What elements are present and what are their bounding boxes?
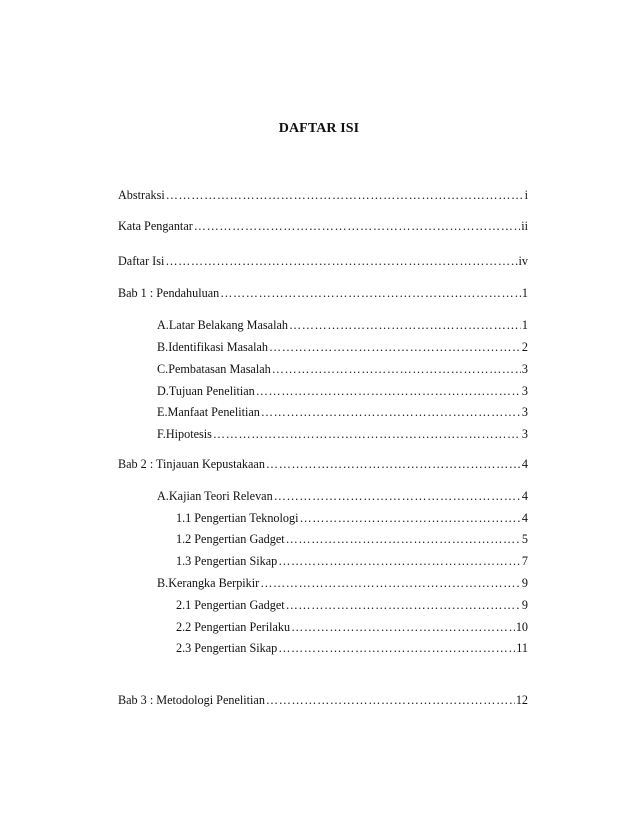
dot-leader xyxy=(291,619,515,635)
toc-page-number: 1 xyxy=(521,318,528,332)
toc-entry-label: 1.3 Pengertian Sikap xyxy=(176,554,278,568)
dot-leader xyxy=(166,187,524,203)
toc-page-number: 5 xyxy=(521,532,528,546)
toc-entry-pembatasan-masalah[interactable] xyxy=(157,361,528,377)
toc-entry-kata-pengantar[interactable] xyxy=(118,218,528,234)
toc-entry-letter: E. xyxy=(157,405,168,419)
toc-entry-label: Manfaat Penelitian xyxy=(167,405,260,419)
page-title: DAFTAR ISI xyxy=(278,121,360,136)
toc-page-number: 4 xyxy=(521,511,528,525)
dot-leader xyxy=(286,531,521,547)
toc-page-number: 7 xyxy=(521,554,528,568)
toc-entry-label: Kata Pengantar xyxy=(118,219,193,233)
dot-leader xyxy=(272,361,521,377)
toc-entry-pengertian-perilaku[interactable] xyxy=(176,619,528,635)
toc-entry-letter: B. xyxy=(157,340,169,354)
toc-entry-kajian-teori[interactable] xyxy=(157,488,528,504)
toc-entry-latar-belakang[interactable] xyxy=(157,317,528,333)
toc-page-number: iv xyxy=(518,254,528,268)
toc-entry-pengertian-gadget-1[interactable] xyxy=(176,531,528,547)
toc-page-number: 9 xyxy=(521,576,528,590)
dot-leader xyxy=(256,383,521,399)
dot-leader xyxy=(278,640,515,656)
dot-leader xyxy=(274,488,521,504)
toc-entry-label: Pembatasan Masalah xyxy=(168,362,271,376)
dot-leader xyxy=(266,456,521,472)
dot-leader xyxy=(261,404,521,420)
toc-entry-abstraksi[interactable] xyxy=(118,187,528,203)
toc-entry-letter: F. xyxy=(157,427,166,441)
toc-entry-letter: D. xyxy=(157,384,169,398)
toc-entry-letter: B. xyxy=(157,576,169,590)
dot-leader xyxy=(165,253,517,269)
toc-entry-hipotesis[interactable] xyxy=(157,426,528,442)
toc-entry-label: Identifikasi Masalah xyxy=(168,340,269,354)
toc-entry-label: Latar Belakang Masalah xyxy=(168,318,288,332)
toc-entry-pengertian-gadget-2[interactable] xyxy=(176,597,528,613)
toc-entry-pengertian-teknologi[interactable] xyxy=(176,510,528,526)
dot-leader xyxy=(278,553,521,569)
toc-page-number: 12 xyxy=(515,693,528,707)
toc-page-number: 1 xyxy=(521,286,528,300)
toc-entry-label: Bab 2 : Tinjauan Kepustakaan xyxy=(118,457,265,471)
toc-page-number: 4 xyxy=(521,489,528,503)
toc-entry-label: Kajian Teori Relevan xyxy=(168,489,273,503)
toc-entry-daftar-isi[interactable] xyxy=(118,253,528,269)
toc-entry-label: 2.1 Pengertian Gadget xyxy=(176,598,285,612)
dot-leader xyxy=(299,510,520,526)
toc-entry-pengertian-sikap-1[interactable] xyxy=(176,553,528,569)
toc-entry-kerangka-berpikir[interactable] xyxy=(157,575,528,591)
toc-page-number: ii xyxy=(521,219,528,233)
toc-entry-manfaat-penelitian[interactable] xyxy=(157,404,528,420)
toc-page-number: 3 xyxy=(521,362,528,376)
toc-entry-label: Kerangka Berpikir xyxy=(168,576,260,590)
dot-leader xyxy=(266,692,515,708)
toc-entry-identifikasi-masalah[interactable] xyxy=(157,339,528,355)
dot-leader xyxy=(260,575,521,591)
dot-leader xyxy=(286,597,521,613)
toc-page-number: 3 xyxy=(521,405,528,419)
toc-entry-label: Abstraksi xyxy=(118,188,165,202)
toc-entry-bab-1[interactable] xyxy=(118,285,528,301)
toc-entry-label: Bab 3 : Metodologi Penelitian xyxy=(118,693,265,707)
toc-entry-label: Bab 1 : Pendahuluan xyxy=(118,286,220,300)
toc-entry-label: Tujuan Penelitian xyxy=(168,384,255,398)
dot-leader xyxy=(289,317,521,333)
toc-entry-label: 2.2 Pengertian Perilaku xyxy=(176,620,291,634)
toc-page-number: 11 xyxy=(516,641,528,655)
toc-entry-letter: A. xyxy=(157,318,169,332)
toc-page-number: 4 xyxy=(521,457,528,471)
toc-page-number: 2 xyxy=(521,340,528,354)
toc-entry-letter: A. xyxy=(157,489,169,503)
dot-leader xyxy=(220,285,521,301)
toc-entry-label: 2.3 Pengertian Sikap xyxy=(176,641,278,655)
toc-entry-bab-2[interactable] xyxy=(118,456,528,472)
toc-entry-label: 1.2 Pengertian Gadget xyxy=(176,532,285,546)
toc-entry-letter: C. xyxy=(157,362,169,376)
toc-entry-bab-3[interactable] xyxy=(118,692,528,708)
toc-entry-tujuan-penelitian[interactable] xyxy=(157,383,528,399)
dot-leader xyxy=(194,218,520,234)
toc-page-number: 10 xyxy=(515,620,528,634)
toc-page-number: 3 xyxy=(521,427,528,441)
dot-leader xyxy=(213,426,521,442)
dot-leader xyxy=(269,339,521,355)
toc-entry-label: 1.1 Pengertian Teknologi xyxy=(176,511,299,525)
toc-entry-label: Daftar Isi xyxy=(118,254,165,268)
toc-page-number: 3 xyxy=(521,384,528,398)
toc-entry-label: Hipotesis xyxy=(165,427,212,441)
toc-page-number: 9 xyxy=(521,598,528,612)
toc-entry-pengertian-sikap-2[interactable] xyxy=(176,640,528,656)
toc-page-number: i xyxy=(524,188,528,202)
